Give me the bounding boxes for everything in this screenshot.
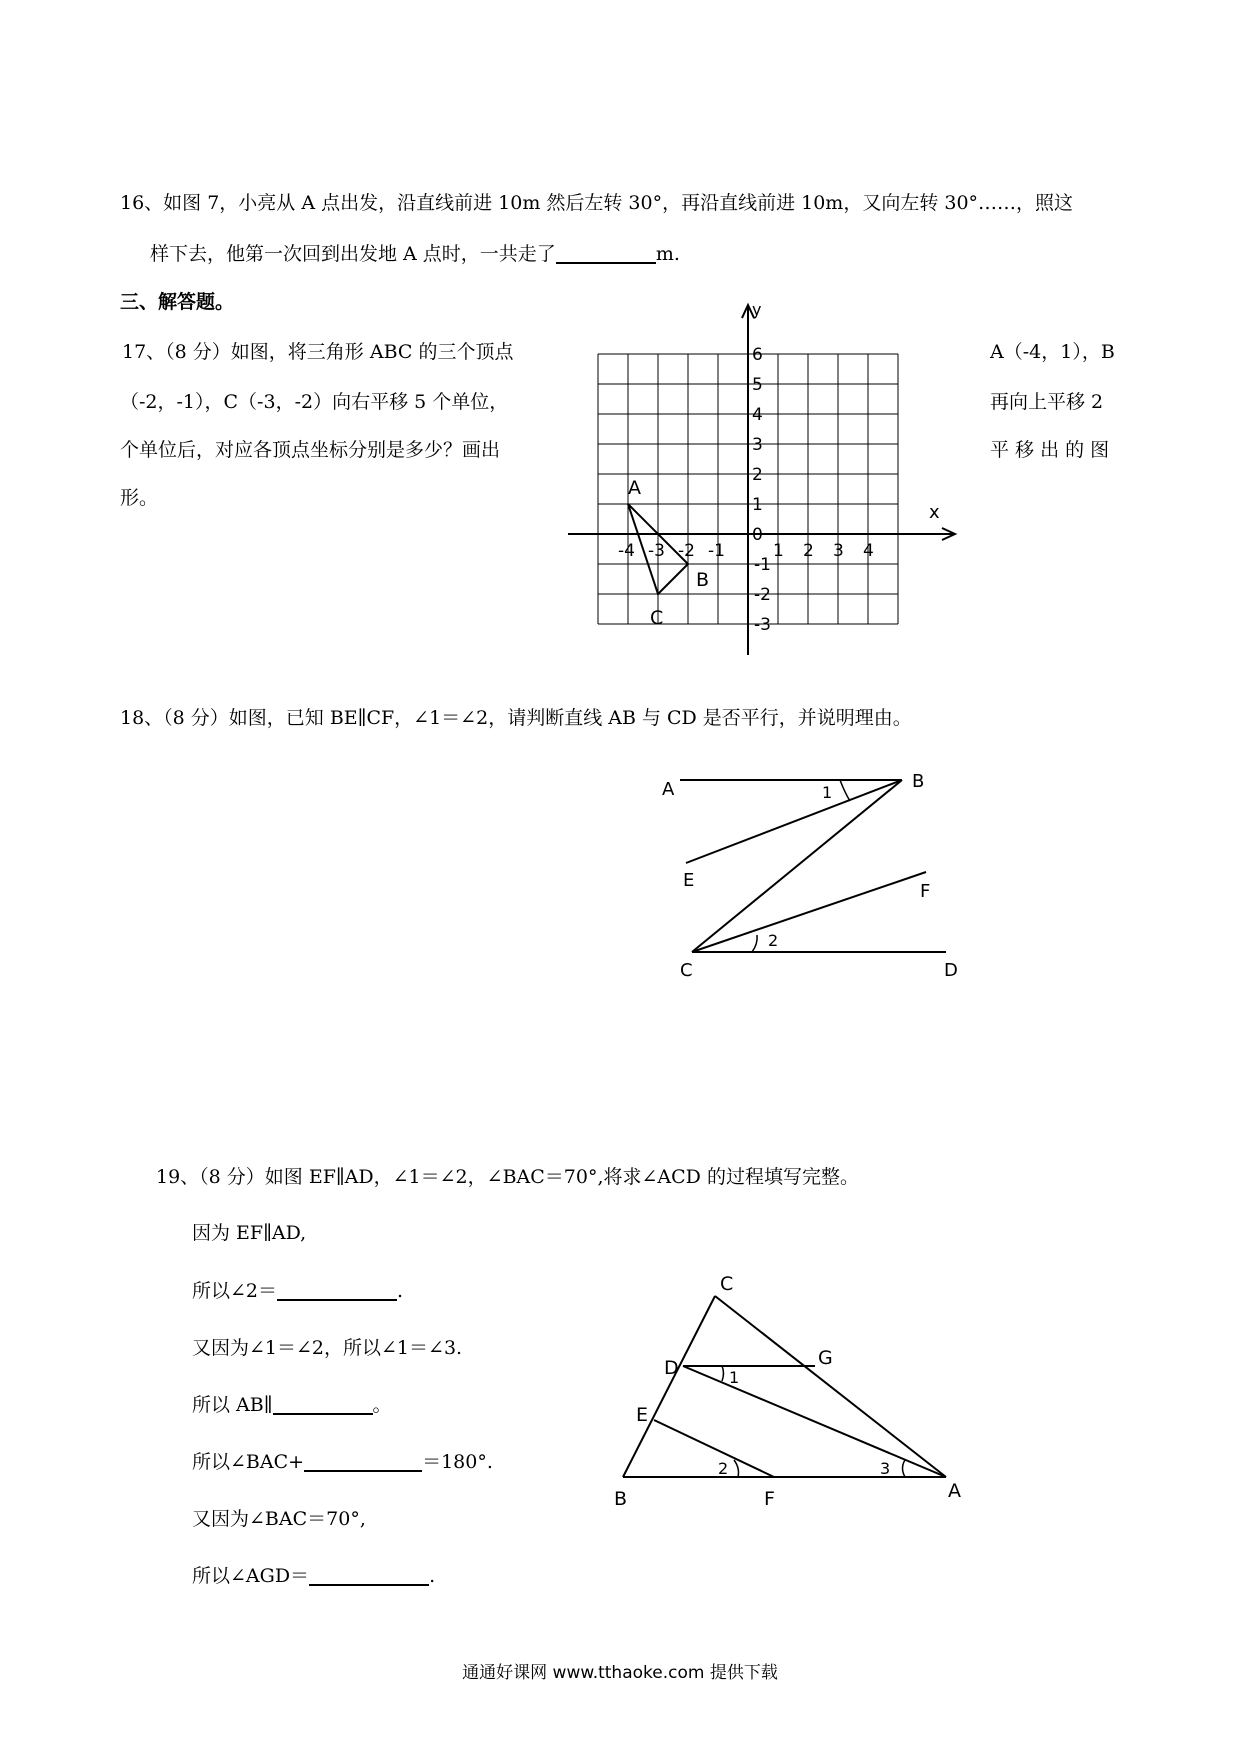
q19-step4-pre: 所以 AB∥ — [192, 1394, 273, 1416]
q19-step1: 因为 EF∥AD, — [192, 1222, 307, 1244]
line-ca — [715, 1296, 946, 1477]
q17-right-line3: 平 移 出 的 图 — [990, 439, 1110, 461]
q16-line2-pre: 样下去，他第一次回到出发地 A 点时，一共走了 — [150, 243, 556, 265]
section-3-title: 三、解答题。 — [120, 291, 235, 313]
q19-label-b: B — [614, 1488, 628, 1510]
q19-text: 19、（8 分）如图 EF∥AD，∠1＝∠2，∠BAC＝70°,将求∠ACD 的过程填写完整。 — [156, 1166, 859, 1188]
q19-label-a: A — [948, 1480, 961, 1502]
q18-label-f: F — [920, 881, 931, 902]
x-axis-label: x — [929, 502, 940, 523]
q19-step6: 又因为∠BAC＝70°, — [192, 1508, 366, 1530]
y-tick-label: -1 — [754, 555, 771, 575]
q18-label-a: A — [662, 779, 675, 800]
q19-step3: 又因为∠1＝∠2，所以∠1＝∠3. — [192, 1337, 463, 1359]
q19-step2-post: . — [397, 1280, 404, 1302]
line-ef — [654, 1420, 774, 1477]
q18-text: 18、（8 分）如图，已知 BE∥CF，∠1＝∠2，请判断直线 AB 与 CD 是否平行，并说明理由。 — [120, 707, 912, 729]
x-tick-label: 2 — [803, 541, 814, 561]
q18-label-d: D — [944, 960, 958, 981]
y-tick-label: 1 — [752, 495, 763, 515]
q18-label-b: B — [912, 771, 925, 792]
q18-label-e: E — [683, 870, 695, 891]
x-tick-label: 1 — [773, 541, 784, 561]
q18-label-c: C — [680, 960, 693, 981]
y-axis-label: y — [752, 300, 762, 319]
q17-left-line4: 形。 — [120, 487, 159, 509]
q19-label-f: F — [764, 1488, 775, 1510]
x-tick-label: -3 — [648, 541, 665, 561]
q19-label-c: C — [720, 1273, 734, 1295]
y-tick-label: -3 — [754, 615, 771, 635]
q17-left-line3: 个单位后，对应各顶点坐标分别是多少？画出 — [120, 439, 501, 461]
y-tick-label: 2 — [752, 465, 763, 485]
q19-step5-pre: 所以∠BAC+ — [192, 1451, 305, 1473]
q19-label-e: E — [636, 1404, 649, 1426]
x-tick-label: -1 — [708, 541, 725, 561]
q17-left-line2: （-2，-1），C（-3，-2）向右平移 5 个单位， — [120, 391, 509, 413]
q19-angle-1-label: 1 — [729, 1368, 740, 1387]
x-tick-label: 4 — [863, 541, 874, 561]
vertex-label-b: B — [696, 569, 710, 591]
x-tick-label: 3 — [833, 541, 844, 561]
angle-3-arc — [903, 1460, 906, 1477]
y-tick-label: 5 — [752, 375, 763, 395]
q17-right-line2: 再向上平移 2 — [990, 391, 1104, 413]
q18-angle-1-label: 1 — [822, 783, 833, 802]
line-bc — [623, 1296, 715, 1477]
page-footer: 通通好课网 www.tthaoke.com 提供下载 — [462, 1663, 778, 1683]
y-tick-label: 0 — [752, 525, 763, 545]
x-tick-label: -2 — [678, 541, 695, 561]
y-tick-label: -2 — [754, 585, 771, 605]
q18-angle-2-label: 2 — [768, 931, 779, 950]
q19-label-g: G — [818, 1347, 833, 1369]
y-tick-label: 4 — [752, 405, 763, 425]
q19-angle-2-label: 2 — [718, 1459, 729, 1478]
q19-step5-post: ＝180°. — [422, 1451, 493, 1473]
q19-label-d: D — [664, 1357, 679, 1379]
angle-2-arc — [734, 1460, 739, 1477]
q17-right-line1: A（-4，1），B — [990, 341, 1115, 363]
vertex-label-c: C — [650, 607, 664, 629]
q19-step7-pre: 所以∠AGD＝ — [192, 1565, 310, 1587]
q19-angle-3-label: 3 — [880, 1459, 891, 1478]
angle-1-arc — [722, 1366, 724, 1381]
q17-left-line1: 17、（8 分）如图，将三角形 ABC 的三个顶点 — [122, 341, 514, 363]
q16-line2-post: m. — [655, 243, 680, 265]
y-tick-label: 3 — [752, 435, 763, 455]
q19-step4-post: 。 — [372, 1394, 392, 1416]
x-tick-label: -4 — [618, 541, 635, 561]
q19-step2-pre: 所以∠2＝ — [192, 1280, 278, 1302]
q16-line1: 16、如图 7，小亮从 A 点出发，沿直线前进 10m 然后左转 30°，再沿直线前进 10m，又向左转 30°……，照这 — [120, 192, 1074, 214]
y-tick-label: 6 — [752, 345, 763, 365]
q19-step7-post: . — [429, 1565, 436, 1587]
vertex-label-a: A — [628, 477, 641, 499]
